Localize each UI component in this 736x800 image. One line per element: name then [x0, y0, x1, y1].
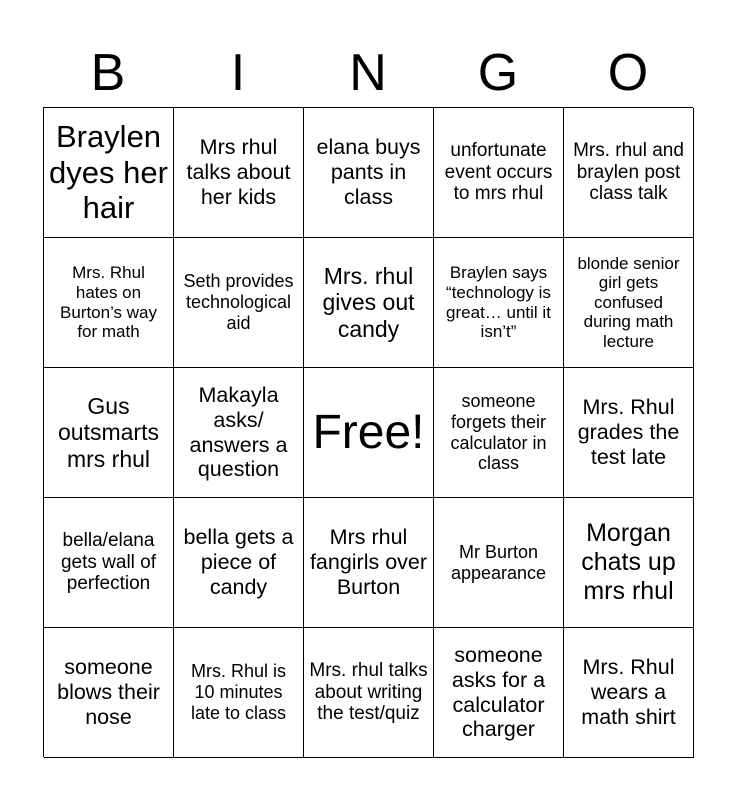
cell-text: Makayla asks/ answers a question: [189, 383, 288, 482]
cell-text: bella gets a piece of candy: [183, 525, 294, 599]
cell-text: Mrs. Rhul wears a math shirt: [581, 655, 676, 729]
bingo-cell-r1c1[interactable]: [44, 108, 174, 238]
cell-text: Mrs. Rhul hates on Burton’s way for math: [59, 263, 157, 342]
bingo-cell-r5c2[interactable]: [174, 628, 304, 758]
cell-text: someone forgets their calculator in class: [450, 391, 547, 474]
bingo-cell-r5c1[interactable]: [44, 628, 174, 758]
bingo-cell-r5c4[interactable]: [434, 628, 564, 758]
bingo-card-grid: [43, 107, 693, 757]
bingo-cell-r2c3[interactable]: [304, 238, 434, 368]
cell-text: someone blows their nose: [57, 655, 160, 729]
header-letter-n: N: [349, 44, 387, 102]
bingo-cell-r3c5[interactable]: [564, 368, 694, 498]
cell-text: blonde senior girl gets confused during math lecture: [577, 253, 680, 351]
bingo-cell-r3c2[interactable]: [174, 368, 304, 498]
cell-text: Seth provides technological aid: [183, 271, 294, 333]
bingo-cell-r4c4[interactable]: [434, 498, 564, 628]
cell-text: Mrs. rhul gives out candy: [322, 262, 415, 342]
cell-text: bella/elana gets wall of perfection: [60, 529, 157, 595]
bingo-cell-r4c3[interactable]: [304, 498, 434, 628]
bingo-cell-r1c2[interactable]: [174, 108, 304, 238]
cell-text: Mrs rhul fangirls over Burton: [309, 525, 428, 599]
cell-text: elana buys pants in class: [316, 135, 421, 209]
cell-text: Mrs rhul talks about her kids: [186, 135, 291, 209]
bingo-cell-r5c5[interactable]: [564, 628, 694, 758]
bingo-cell-r1c5[interactable]: [564, 108, 694, 238]
cell-text: Mrs. rhul talks about writing the test/quiz: [309, 659, 428, 725]
cell-text: Mrs. Rhul is 10 minutes late to class: [190, 661, 287, 723]
cell-text: someone asks for a calculator charger: [451, 643, 546, 742]
bingo-cell-free[interactable]: [304, 368, 434, 498]
cell-text: Gus outsmarts mrs rhul: [58, 392, 159, 472]
bingo-cell-r3c4[interactable]: [434, 368, 564, 498]
bingo-cell-r3c1[interactable]: [44, 368, 174, 498]
bingo-cell-r4c2[interactable]: [174, 498, 304, 628]
bingo-cell-r2c2[interactable]: [174, 238, 304, 368]
bingo-cell-r5c3[interactable]: [304, 628, 434, 758]
free-space-text: Free!: [312, 405, 425, 459]
cell-text: Braylen says “technology is great… until it isn’t”: [446, 263, 551, 342]
cell-text: Morgan chats up mrs rhul: [581, 519, 676, 605]
header-letter-o: O: [607, 44, 649, 102]
cell-text: Braylen dyes her hair: [49, 119, 168, 226]
bingo-cell-r1c4[interactable]: [434, 108, 564, 238]
bingo-cell-r4c1[interactable]: [44, 498, 174, 628]
cell-text: Mrs. Rhul grades the test late: [577, 395, 680, 469]
header-letter-b: B: [90, 44, 126, 102]
cell-text: unfortunate event occurs to mrs rhul: [444, 139, 553, 205]
bingo-header: [43, 40, 693, 106]
header-letter-g: G: [477, 44, 519, 102]
bingo-cell-r1c3[interactable]: [304, 108, 434, 238]
bingo-cell-r2c1[interactable]: [44, 238, 174, 368]
cell-text: Mrs. rhul and braylen post class talk: [573, 139, 684, 205]
cell-text: Mr Burton appearance: [450, 541, 547, 583]
bingo-cell-r2c5[interactable]: [564, 238, 694, 368]
bingo-cell-r2c4[interactable]: [434, 238, 564, 368]
bingo-cell-r4c5[interactable]: [564, 498, 694, 628]
header-letter-i: I: [230, 44, 246, 102]
